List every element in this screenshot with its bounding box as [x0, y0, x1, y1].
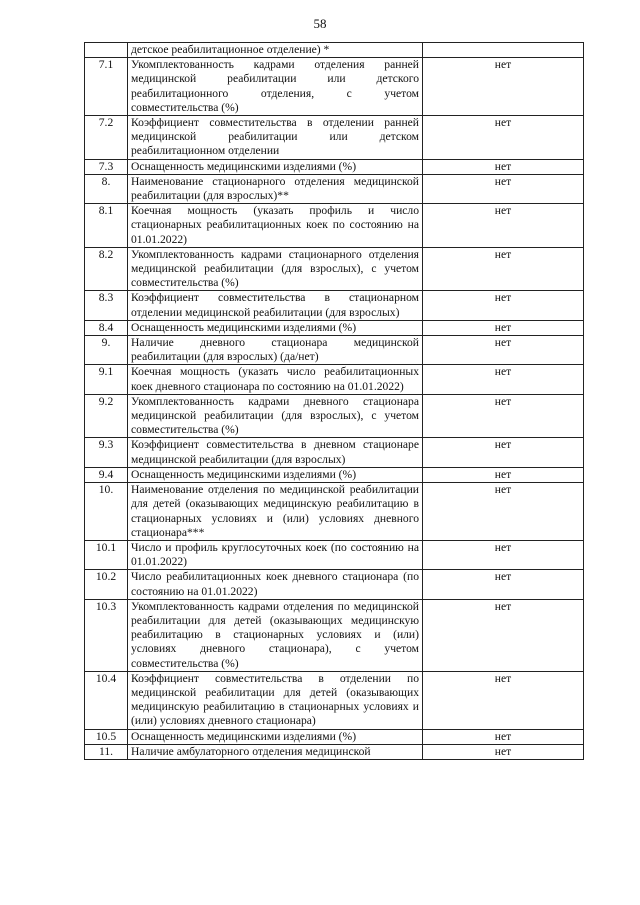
table-row: [85, 174, 584, 203]
table-row: [85, 599, 584, 671]
table-row: [85, 394, 584, 438]
row-number: [85, 43, 128, 58]
table-row: [85, 159, 584, 174]
row-indicator-text: Укомплектованность кадрами отделения ранней медицинской реабилитации или детского реабилитационного отделения, с учетом совместительства (%): [128, 58, 423, 116]
row-value: нет: [423, 540, 584, 569]
row-value: нет: [423, 729, 584, 744]
row-number: 9.4: [85, 467, 128, 482]
row-value: нет: [423, 116, 584, 160]
row-number: 9.1: [85, 365, 128, 394]
row-number: 8.: [85, 174, 128, 203]
row-value: нет: [423, 365, 584, 394]
row-value: нет: [423, 483, 584, 541]
row-value: нет: [423, 467, 584, 482]
row-number: 8.2: [85, 247, 128, 291]
row-number: 8.4: [85, 320, 128, 335]
row-number: 7.3: [85, 159, 128, 174]
row-number: 10.5: [85, 729, 128, 744]
row-indicator-text: Коэффициент совместительства в стационарном отделении медицинской реабилитации (для взрослых): [128, 291, 423, 320]
row-value: нет: [423, 336, 584, 365]
row-indicator-text: Коечная мощность (указать число реабилитационных коек дневного стационара по состоянию на 01.01.2022): [128, 365, 423, 394]
row-indicator-text: Коэффициент совместительства в отделении ранней медицинской реабилитации или детском реабилитационном отделении: [128, 116, 423, 160]
row-number: 8.1: [85, 204, 128, 248]
page-number: 58: [313, 16, 327, 31]
row-indicator-text: Число реабилитационных коек дневного стационара (по состоянию на 01.01.2022): [128, 570, 423, 599]
row-indicator-text: Укомплектованность кадрами отделения по медицинской реабилитации для детей (оказывающих медицинскую реабилитацию в стационарных условиях и (или) условиях дневного стационара), с учетом совместительства (%): [128, 599, 423, 671]
table-row: [85, 467, 584, 482]
table-row: [85, 116, 584, 160]
row-number: 8.3: [85, 291, 128, 320]
table-body: [85, 43, 584, 760]
table-row: [85, 365, 584, 394]
row-number: 10.2: [85, 570, 128, 599]
row-value: нет: [423, 570, 584, 599]
table-row: [85, 671, 584, 729]
row-value: нет: [423, 58, 584, 116]
row-value: нет: [423, 204, 584, 248]
row-number: 10.3: [85, 599, 128, 671]
row-value: нет: [423, 438, 584, 467]
row-indicator-text: Наличие амбулаторного отделения медицинской: [128, 744, 423, 759]
row-indicator-text: Укомплектованность кадрами дневного стационара медицинской реабилитации (для взрослых), с учетом совместительства (%): [128, 394, 423, 438]
row-number: 9.2: [85, 394, 128, 438]
row-value: нет: [423, 671, 584, 729]
table-row: [85, 320, 584, 335]
indicator-table: [84, 42, 584, 760]
row-number: 10.4: [85, 671, 128, 729]
row-number: 7.2: [85, 116, 128, 160]
table-row: [85, 438, 584, 467]
table-row: [85, 336, 584, 365]
row-number: 11.: [85, 744, 128, 759]
row-indicator-text: детское реабилитационное отделение) *: [128, 43, 423, 58]
row-indicator-text: Оснащенность медицинскими изделиями (%): [128, 467, 423, 482]
row-indicator-text: Оснащенность медицинскими изделиями (%): [128, 320, 423, 335]
row-value: [423, 43, 584, 58]
row-value: нет: [423, 394, 584, 438]
row-indicator-text: Наименование отделения по медицинской реабилитации для детей (оказывающих медицинскую реабилитацию в стационарных условиях и (или) условиях дневного стационара***: [128, 483, 423, 541]
row-value: нет: [423, 247, 584, 291]
row-value: нет: [423, 174, 584, 203]
row-number: 9.3: [85, 438, 128, 467]
row-value: нет: [423, 744, 584, 759]
table-row: [85, 570, 584, 599]
row-indicator-text: Коэффициент совместительства в отделении по медицинской реабилитации для детей (оказывающих медицинскую реабилитацию в стационарных условиях и (или) условиях дневного стационара): [128, 671, 423, 729]
row-indicator-text: Коэффициент совместительства в дневном стационаре медицинской реабилитации (для взрослых): [128, 438, 423, 467]
row-indicator-text: Число и профиль круглосуточных коек (по состоянию на 01.01.2022): [128, 540, 423, 569]
row-indicator-text: Оснащенность медицинскими изделиями (%): [128, 159, 423, 174]
row-indicator-text: Коечная мощность (указать профиль и число стационарных реабилитационных коек по состоянию на 01.01.2022): [128, 204, 423, 248]
row-number: 7.1: [85, 58, 128, 116]
table-row: [85, 483, 584, 541]
row-indicator-text: Наличие дневного стационара медицинской реабилитации (для взрослых) (да/нет): [128, 336, 423, 365]
row-value: нет: [423, 291, 584, 320]
table-row: [85, 291, 584, 320]
table-row: [85, 58, 584, 116]
row-indicator-text: Укомплектованность кадрами стационарного отделения медицинской реабилитации (для взрослых), с учетом совместительства (%): [128, 247, 423, 291]
row-value: нет: [423, 599, 584, 671]
table-row: [85, 247, 584, 291]
row-number: 10.: [85, 483, 128, 541]
table-row: [85, 729, 584, 744]
table-row: [85, 744, 584, 759]
row-indicator-text: Оснащенность медицинскими изделиями (%): [128, 729, 423, 744]
table-row: [85, 43, 584, 58]
row-value: нет: [423, 320, 584, 335]
table-row: [85, 540, 584, 569]
row-number: 10.1: [85, 540, 128, 569]
table-row: [85, 204, 584, 248]
row-number: 9.: [85, 336, 128, 365]
row-value: нет: [423, 159, 584, 174]
row-indicator-text: Наименование стационарного отделения медицинской реабилитации (для взрослых)**: [128, 174, 423, 203]
